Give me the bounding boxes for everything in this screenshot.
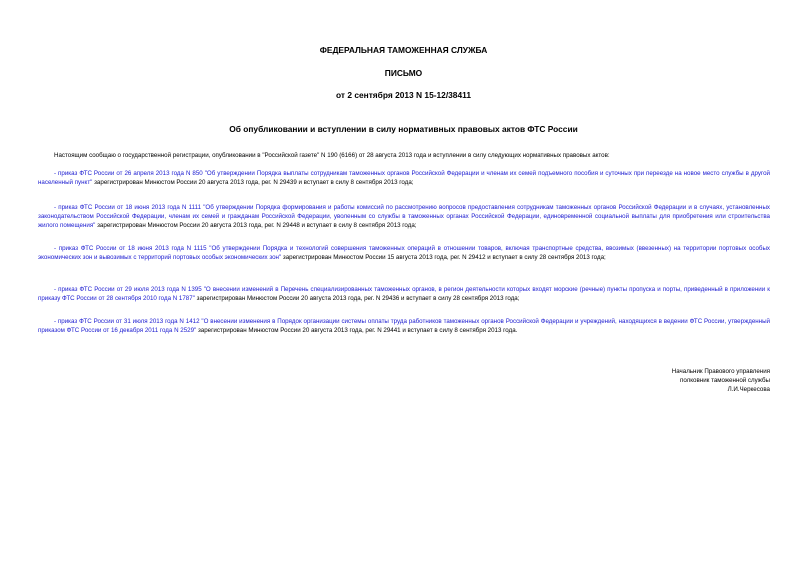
- signatory-name: Л.И.Черкесова: [727, 385, 770, 393]
- registration-text: зарегистрирован Минюстом России 20 августа 2013 года, рег. N 29439 и вступает в силу 8 сентября 2013 года;: [92, 178, 414, 186]
- act-link[interactable]: - приказ ФТС России от 18 июня 2013 года N 1115 "Об утверждении Порядка и технологий совершения таможенных операций в отношении товаров, включая транспортные средства, ввозимых (ввезенных) на территории портовых особых экономических зон и вывозимых с территорий портовых особых экономических зон": [38, 245, 770, 261]
- act-link[interactable]: - приказ ФТС России от 31 июля 2013 года N 1412 "О внесении изменения в Порядок организации системы оплаты труда работников таможенных органов Российской Федерации и учреждений, находящихся в ведении ФТС России, утвержденный приказом ФТС России от 16 декабря 2011 года N 2529": [38, 318, 770, 334]
- registration-text: зарегистрирован Минюстом России 20 августа 2013 года, рег. N 29441 и вступает в силу 8 сентября 2013 года.: [196, 326, 518, 334]
- signatory-position: Начальник Правового управления: [671, 368, 770, 375]
- list-item: [38, 170, 770, 188]
- registration-text: зарегистрирован Минюстом России 20 августа 2013 года, рег. N 29436 и вступает в силу 28 сентября 2013 года;: [194, 294, 520, 302]
- signature-block: [672, 368, 770, 395]
- intro-paragraph: Настоящим сообщаю о государственной регистрации, опубликовании в "Российской газете" N 190 (6166) от 28 августа 2013 года и вступлении в силу следующих нормативных правовых актов:: [54, 152, 610, 159]
- document-type: ПИСЬМО: [384, 68, 423, 78]
- registration-text: зарегистрирован Минюстом России 20 августа 2013 года, рег. N 29448 и вступает в силу 8 сентября 2013 года;: [95, 221, 417, 229]
- list-item: [38, 286, 770, 304]
- list-item: [38, 318, 770, 336]
- list-item: [38, 245, 770, 263]
- act-link[interactable]: - приказ ФТС России от 18 июня 2013 года N 1111 "Об утверждении Порядка формирования и работы комиссий по рассмотрению вопросов предоставления сотрудникам таможенных органов Российской Федерации и в случаях, установленных законодательством Российской Федерации, членам их семей и гражданам Российской Федерации, уволенным со службы в таможенных органах Российской Федерации, единовременной социальной выплаты для приобретения или строительства жилого помещения": [38, 204, 770, 229]
- list-item: [38, 204, 770, 231]
- document-date-number: от 2 сентября 2013 N 15-12/38411: [336, 90, 471, 100]
- act-link[interactable]: - приказ ФТС России от 26 апреля 2013 года N 850 "Об утверждении Порядка выплаты сотрудникам таможенных органов Российской Федерации и членам их семей подъемного пособия и суточных при переезде на новое место службы в другой населенный пункт": [38, 170, 770, 186]
- registration-text: зарегистрирован Минюстом России 15 августа 2013 года, рег. N 29412 и вступает в силу 28 сентября 2013 года;: [281, 253, 606, 261]
- act-link[interactable]: - приказ ФТС России от 29 июля 2013 года N 1395 "О внесении изменений в Перечень специализированных таможенных органов, в регион деятельности которых входят морские (речные) пункты пропуска и порты, приведенный в приложении к приказу ФТС России от 28 сентября 2010 года N 1787": [38, 286, 770, 302]
- signatory-rank: полковник таможенной службы: [680, 376, 770, 384]
- document-subject: Об опубликовании и вступлении в силу нормативных правовых актов ФТС России: [229, 124, 578, 134]
- agency-title: ФЕДЕРАЛЬНАЯ ТАМОЖЕННАЯ СЛУЖБА: [319, 45, 488, 55]
